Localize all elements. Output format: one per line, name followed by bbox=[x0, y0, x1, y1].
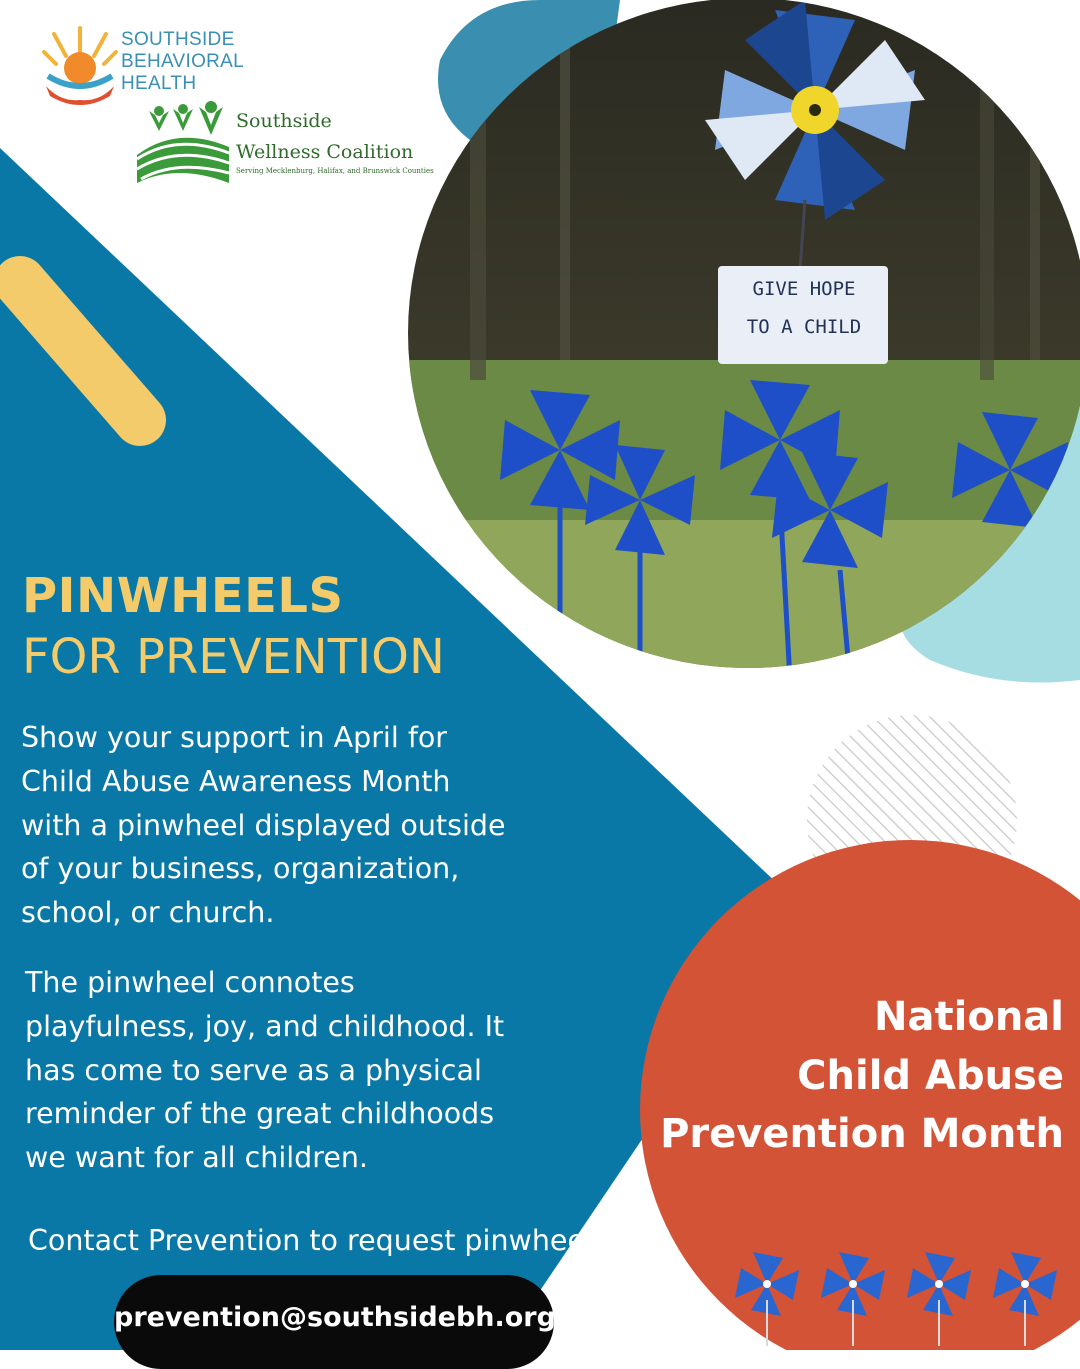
paragraph-2-line: has come to serve as a physical bbox=[25, 1053, 482, 1087]
swc-tagline: Serving Mecklenburg, Halifax, and Brunswick Counties bbox=[236, 167, 434, 175]
contact-text: Contact Prevention to request pinwheels bbox=[28, 1224, 608, 1257]
callout-line-2: Child Abuse bbox=[797, 1052, 1064, 1099]
sign-line-1: GIVE HOPE bbox=[752, 278, 856, 300]
paragraph-1-line: with a pinwheel displayed outside bbox=[21, 808, 506, 842]
body-paragraph-1 bbox=[21, 716, 561, 935]
paragraph-2-line: reminder of the great childhoods bbox=[25, 1097, 495, 1131]
paragraph-2-line: playfulness, joy, and childhood. It bbox=[25, 1009, 505, 1043]
sbh-logo-icon bbox=[44, 28, 116, 105]
paragraph-1-line: school, or church. bbox=[21, 896, 275, 930]
paragraph-2-line: we want for all children. bbox=[25, 1141, 368, 1175]
swc-line-1: Southside bbox=[236, 110, 332, 132]
callout-line-1: National bbox=[874, 994, 1064, 1040]
photo-sign-text bbox=[720, 270, 888, 346]
sbh-line-1: SOUTHSIDE bbox=[121, 29, 235, 50]
paragraph-1-line: Child Abuse Awareness Month bbox=[21, 764, 451, 798]
prevention-month-callout bbox=[660, 988, 1064, 1164]
sbh-line-3: HEALTH bbox=[121, 73, 197, 94]
headline bbox=[22, 566, 445, 688]
body-paragraph-2 bbox=[25, 961, 545, 1180]
paragraph-1-line: of your business, organization, bbox=[21, 852, 460, 886]
sbh-line-2: BEHAVIORAL bbox=[121, 51, 245, 72]
paragraph-2-line: The pinwheel connotes bbox=[25, 966, 355, 999]
swc-line-2: Wellness Coalition bbox=[236, 141, 414, 163]
sign-line-2: TO A CHILD bbox=[746, 316, 862, 338]
sbh-logo-text bbox=[121, 29, 244, 95]
swc-logo-text bbox=[236, 106, 413, 168]
swc-logo-icon bbox=[137, 101, 229, 183]
headline-line-1: PINWHEELS bbox=[22, 568, 344, 624]
callout-line-3: Prevention Month bbox=[660, 1111, 1064, 1157]
headline-line-2: FOR PREVENTION bbox=[22, 629, 445, 685]
paragraph-1-line: Show your support in April for bbox=[21, 721, 448, 754]
email-link[interactable]: prevention@southsidebh.org bbox=[114, 1302, 556, 1333]
